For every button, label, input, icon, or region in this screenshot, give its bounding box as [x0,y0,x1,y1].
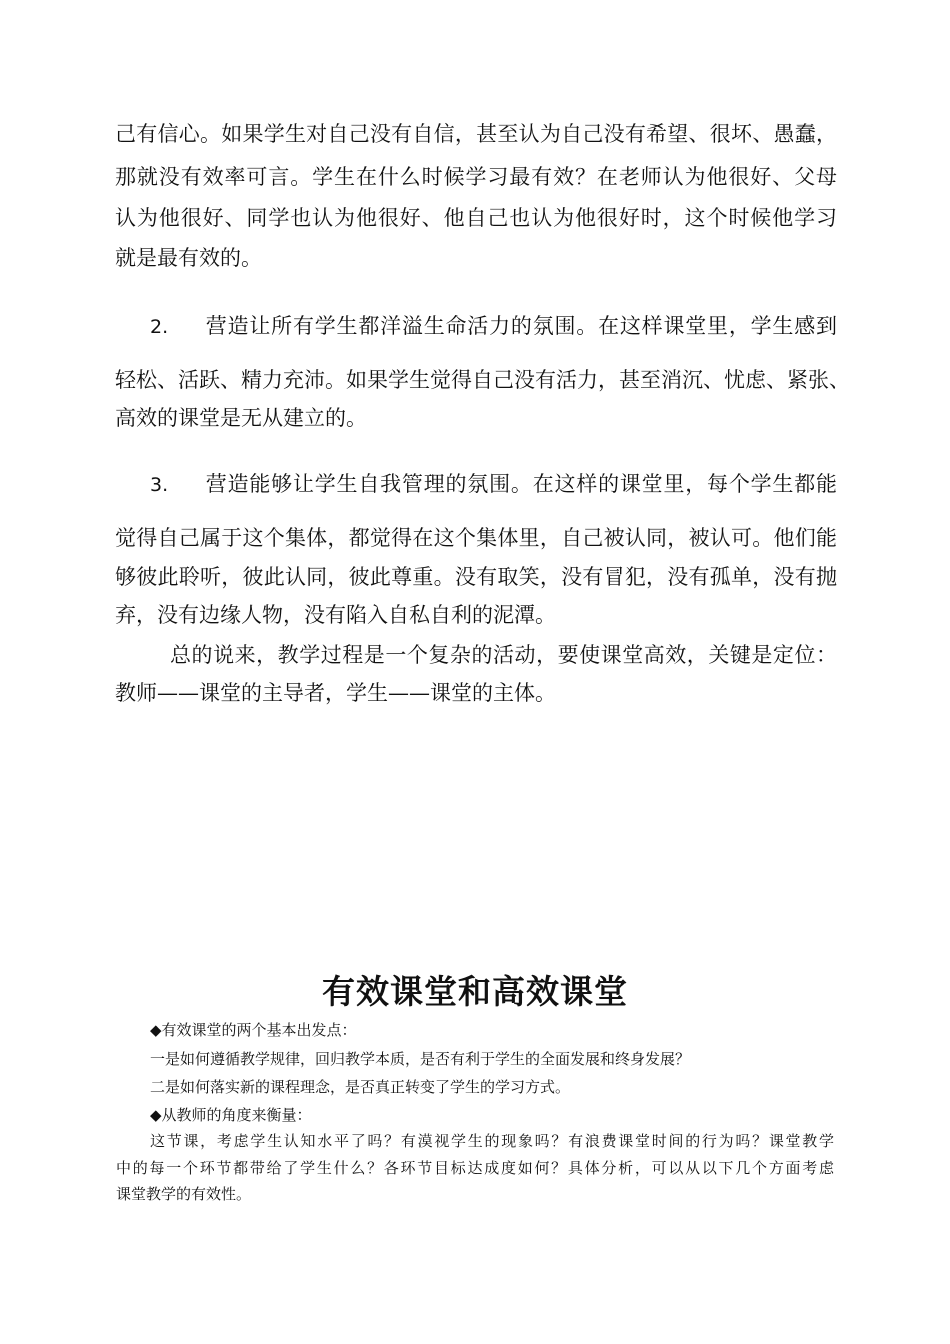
summary-line: 总的说来，教学过程是一个复杂的活动，要使课堂高效，关键是定位： [170,643,837,667]
section-heading: ◆从教师的角度来衡量： [150,1106,312,1124]
paragraph-line: 这节课，考虑学生认知水平了吗？有漠视学生的现象吗？有浪费课堂时间的行为吗？课堂教学 [150,1132,834,1150]
list-number: 2. [150,316,169,338]
paragraph-line: 弃，没有边缘人物，没有陷入自私自利的泥潭。 [115,603,556,627]
paragraph-line: 认为他很好、同学也认为他很好、他自己也认为他很好时，这个时候他学习 [115,206,837,230]
paragraph-line: 那就没有效率可言。学生在什么时候学习最有效？在老师认为他很好、父母 [115,165,837,189]
list-item-text: 营造让所有学生都洋溢生命活力的氛围。在这样课堂里，学生感到 [205,314,837,338]
paragraph-line: 高效的课堂是无从建立的。 [115,406,367,430]
paragraph-line: 中的每一个环节都带给了学生什么？各环节目标达成度如何？具体分析，可以从以下几个方面考虑 [116,1159,834,1177]
paragraph-line: 轻松、活跃、精力充沛。如果学生觉得自己没有活力，甚至消沉、忧虑、紧张、 [115,368,850,392]
list-item: 二是如何落实新的课程理念，是否真正转变了学生的学习方式。 [150,1078,571,1096]
list-item-3-first-line [115,470,837,499]
list-item-text: 营造能够让学生自我管理的氛围。在这样的课堂里，每个学生都能 [205,472,837,496]
section-heading: ◆有效课堂的两个基本出发点： [150,1021,357,1039]
list-item: 一是如何遵循教学规律，回归教学本质，是否有利于学生的全面发展和终身发展？ [150,1050,691,1068]
list-number: 3. [150,474,169,496]
list-item-2-first-line [115,312,837,341]
page-title: 有效课堂和高效课堂 [322,972,628,1011]
paragraph-line: 就是最有效的。 [115,246,262,270]
paragraph-line: 够彼此聆听，彼此认同，彼此尊重。没有取笑，没有冒犯，没有孤单，没有抛 [115,565,837,589]
paragraph-line: 觉得自己属于这个集体，都觉得在这个集体里，自己被认同，被认可。他们能 [115,526,837,550]
paragraph-line: 课堂教学的有效性。 [116,1185,252,1203]
summary-line: 教师——课堂的主导者，学生——课堂的主体。 [115,681,556,705]
paragraph-line: 己有信心。如果学生对自己没有自信，甚至认为自己没有希望、很坏、愚蠢， [115,122,837,146]
